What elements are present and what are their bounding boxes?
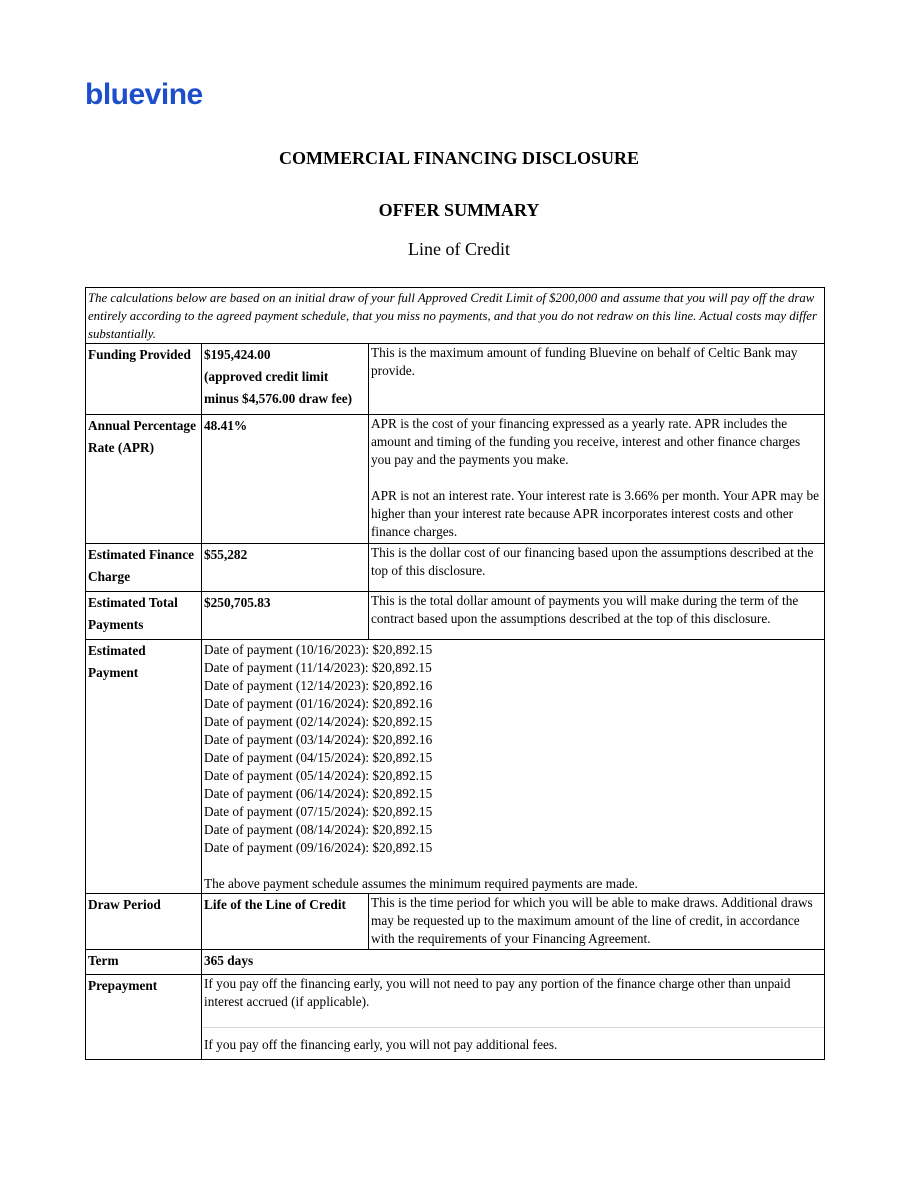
funding-row — [86, 344, 825, 415]
bluevine-logo: bluevine — [85, 78, 203, 111]
payment-schedule-item: Date of payment (03/14/2024): $20,892.16 — [204, 732, 433, 747]
finance-charge-row — [86, 544, 825, 592]
apr-value: 48.41% — [202, 415, 369, 544]
payment-schedule-item: Date of payment (07/15/2024): $20,892.15 — [204, 804, 433, 819]
product-type: Line of Credit — [408, 239, 510, 259]
payment-schedule-item: Date of payment (12/14/2023): $20,892.16 — [204, 678, 433, 693]
draw-period-description: This is the time period for which you will be able to make draws. Additional draws may be requested up to the maximum amount of the line of credit, in accordance with the requirements of your Financing Agreement. — [369, 894, 825, 950]
draw-period-row — [86, 894, 825, 950]
funding-value-note: (approved credit limit minus $4,576.00 draw fee) — [204, 369, 353, 406]
apr-description-1: APR is the cost of your financing expressed as a yearly rate. APR includes the amount and timing of the funding you receive, interest and other finance charges you pay and the payments you make. — [371, 416, 801, 467]
payment-schedule-item: Date of payment (10/16/2023): $20,892.15 — [204, 642, 433, 657]
term-label: Term — [86, 950, 202, 975]
finance-charge-value: $55,282 — [202, 544, 369, 592]
term-value: 365 days — [202, 950, 825, 975]
apr-row — [86, 415, 825, 544]
offer-summary-heading: OFFER SUMMARY — [378, 200, 540, 220]
payment-schedule-item: Date of payment (04/15/2024): $20,892.15 — [204, 750, 433, 765]
disclosure-table — [85, 287, 825, 1060]
draw-period-value: Life of the Line of Credit — [202, 894, 369, 950]
total-payments-label: Estimated Total Payments — [86, 592, 202, 640]
payment-schedule-item: Date of payment (06/14/2024): $20,892.15 — [204, 786, 433, 801]
payment-schedule — [204, 641, 822, 857]
prepayment-cell — [202, 975, 825, 1060]
funding-value-cell — [202, 344, 369, 415]
prepayment-text-2: If you pay off the financing early, you will not pay additional fees. — [202, 1027, 824, 1054]
apr-description-2: APR is not an interest rate. Your interest rate is 3.66% per month. Your APR may be higher than your interest rate because APR incorporates interest costs and other finance charges. — [371, 488, 819, 539]
total-payments-value: $250,705.83 — [202, 592, 369, 640]
prepayment-label: Prepayment — [86, 975, 202, 1060]
prepayment-text-1: If you pay off the financing early, you will not need to pay any portion of the finance charge other than unpaid interest accrued (if applicable). — [204, 976, 791, 1009]
payment-schedule-cell — [202, 640, 825, 894]
apr-label: Annual Percentage Rate (APR) — [86, 415, 202, 544]
finance-charge-description: This is the dollar cost of our financing based upon the assumptions described at the top of this disclosure. — [369, 544, 825, 592]
estimated-payment-label: Estimated Payment — [86, 640, 202, 894]
prepayment-row — [86, 975, 825, 1060]
funding-description: This is the maximum amount of funding Bluevine on behalf of Celtic Bank may provide. — [369, 344, 825, 415]
document-title: COMMERCIAL FINANCING DISCLOSURE — [278, 148, 640, 168]
payment-schedule-item: Date of payment (08/14/2024): $20,892.15 — [204, 822, 433, 837]
payment-schedule-item: Date of payment (11/14/2023): $20,892.15 — [204, 660, 432, 675]
apr-description-cell — [369, 415, 825, 544]
term-row — [86, 950, 825, 975]
payment-schedule-item: Date of payment (09/16/2024): $20,892.15 — [204, 840, 433, 855]
intro-row — [86, 288, 825, 344]
draw-period-label: Draw Period — [86, 894, 202, 950]
estimated-payment-row — [86, 640, 825, 894]
funding-label: Funding Provided — [86, 344, 202, 415]
payment-schedule-note: The above payment schedule assumes the minimum required payments are made. — [204, 876, 638, 891]
total-payments-row — [86, 592, 825, 640]
payment-schedule-item: Date of payment (02/14/2024): $20,892.15 — [204, 714, 433, 729]
finance-charge-label: Estimated Finance Charge — [86, 544, 202, 592]
funding-value: $195,424.00 — [204, 347, 271, 362]
payment-schedule-item: Date of payment (05/14/2024): $20,892.15 — [204, 768, 433, 783]
total-payments-description: This is the total dollar amount of payments you will make during the term of the contract based upon the assumptions described at the top of this disclosure. — [369, 592, 825, 640]
intro-text: The calculations below are based on an initial draw of your full Approved Credit Limit of $200,000 and assume that you will pay off the draw entirely according to the agreed payment schedule, that you miss no payments, and that you do not redraw on this line. Actual costs may differ substantially. — [86, 288, 825, 344]
payment-schedule-item: Date of payment (01/16/2024): $20,892.16 — [204, 696, 433, 711]
